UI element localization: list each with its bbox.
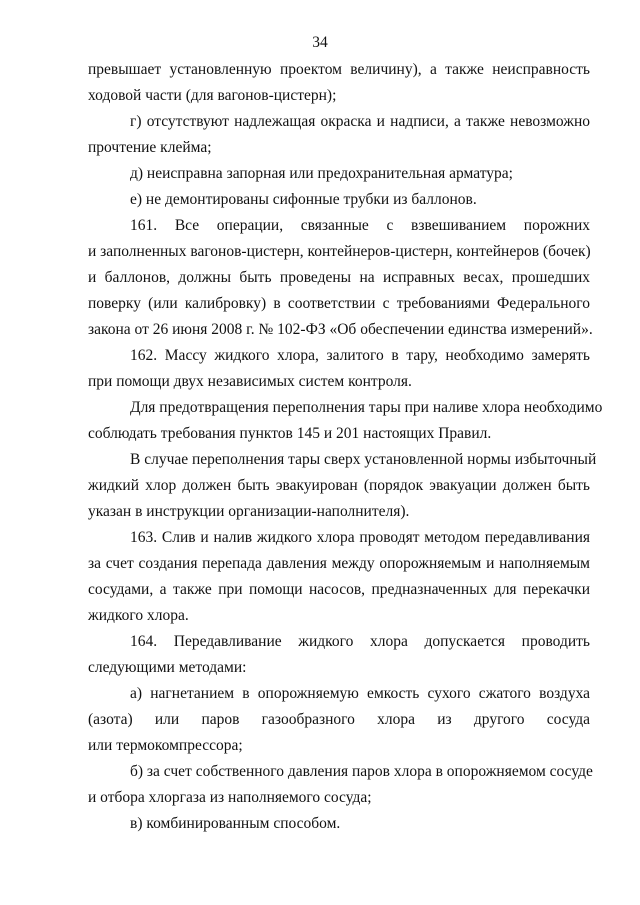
text-line: 163. Слив и налив жидкого хлора проводят методом передавливания	[130, 529, 590, 546]
text-line: и заполненных вагонов-цистерн, контейнеров-цистерн, контейнеров (бочек)	[88, 243, 591, 260]
text-line: в) комбинированным способом.	[130, 815, 341, 832]
text-line: жидкого хлора.	[88, 607, 189, 624]
text-line: следующими методами:	[88, 659, 247, 676]
text-line: указан в инструкции организации-наполнителя).	[88, 503, 410, 520]
text-line: поверку (или калибровку) в соответствии с требованиями Федерального	[88, 295, 590, 312]
text-line: за счет создания перепада давления между опорожняемым и наполняемым	[88, 555, 590, 572]
text-line: сосудами, а также при помощи насосов, предназначенных для перекачки	[88, 581, 590, 598]
text-line: а) нагнетанием в опорожняемую емкость сухого сжатого воздуха	[130, 685, 590, 702]
text-line: при помощи двух независимых систем контроля.	[88, 373, 412, 390]
text-line: е) не демонтированы сифонные трубки из баллонов.	[130, 191, 477, 208]
text-line: г) отсутствуют надлежащая окраска и надписи, а также невозможно	[130, 113, 590, 130]
text-line: и баллонов, должны быть проведены на исправных весах, прошедших	[88, 269, 590, 286]
text-line: д) неисправна запорная или предохранительная арматура;	[130, 165, 513, 182]
text-line: соблюдать требования пунктов 145 и 201 настоящих Правил.	[88, 425, 492, 442]
text-line: закона от 26 июня 2008 г. № 102-ФЗ «Об обеспечении единства измерений».	[88, 321, 593, 338]
text-line: и отбора хлоргаза из наполняемого сосуда;	[88, 789, 372, 806]
text-line: Для предотвращения переполнения тары при наливе хлора необходимо	[130, 399, 603, 416]
text-line: жидкий хлор должен быть эвакуирован (порядок эвакуации должен быть	[88, 477, 590, 494]
text-line: прочтение клейма;	[88, 139, 212, 156]
text-line: превышает установленную проектом величину), а также неисправность	[88, 61, 590, 78]
text-line: 161. Все операции, связанные с взвешиванием порожних	[130, 217, 590, 234]
page-number: 34	[312, 34, 328, 51]
text-line: или термокомпрессора;	[88, 737, 243, 754]
text-line: 164. Передавливание жидкого хлора допускается проводить	[130, 633, 590, 650]
text-line: б) за счет собственного давления паров хлора в опорожняемом сосуде	[130, 763, 593, 780]
text-line: В случае переполнения тары сверх установленной нормы избыточный	[130, 451, 597, 468]
text-line: 162. Массу жидкого хлора, залитого в тару, необходимо замерять	[130, 347, 590, 364]
text-line: ходовой части (для вагонов-цистерн);	[88, 87, 337, 104]
text-line: (азота) или паров газообразного хлора из другого сосуда	[88, 711, 590, 728]
